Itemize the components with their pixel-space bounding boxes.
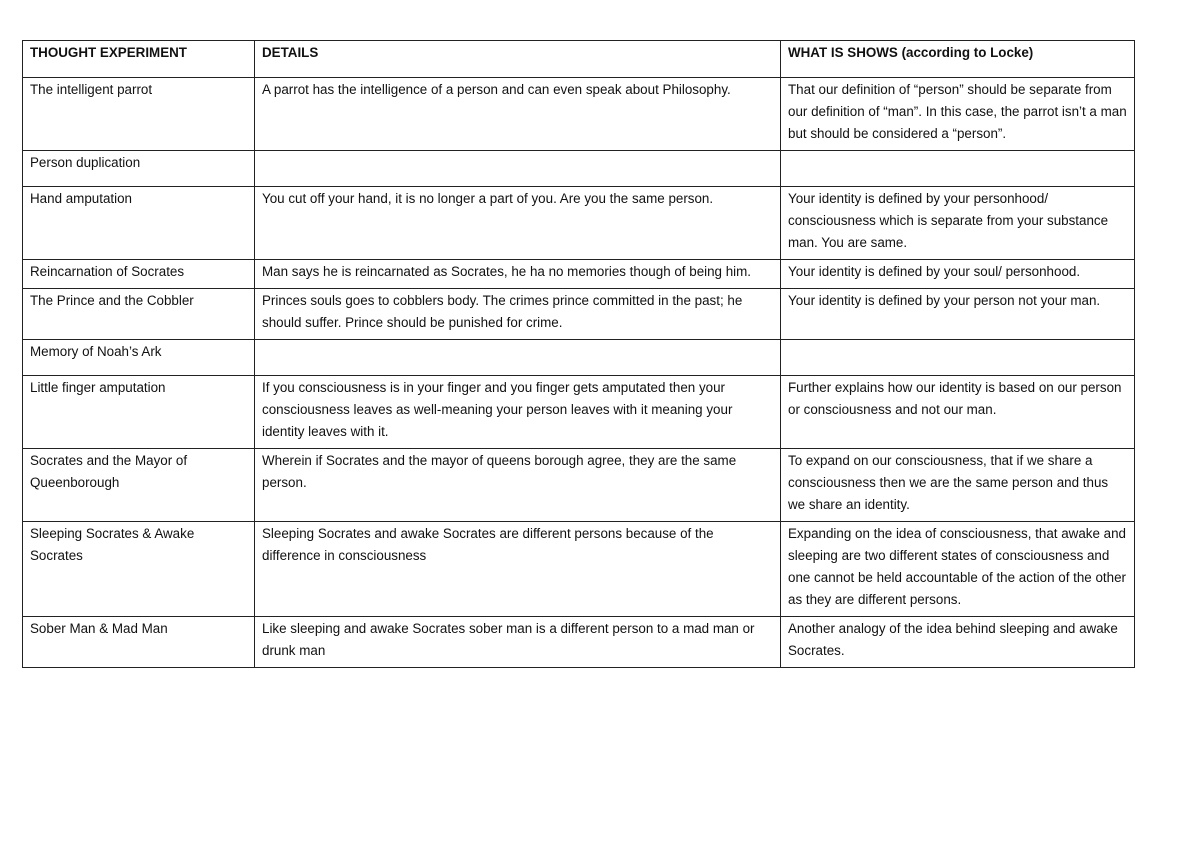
table-header bbox=[23, 41, 1135, 78]
table-row bbox=[23, 449, 1135, 522]
shows-cell: That our definition of “person” should be separate from our definition of “man”. In this case, the parrot isn’t a man but should be considered a “person”. bbox=[781, 78, 1135, 151]
details-cell bbox=[255, 151, 781, 187]
details-cell: Princes souls goes to cobblers body. The crimes prince committed in the past; he should suffer. Prince should be punished for crime. bbox=[255, 289, 781, 340]
shows-cell bbox=[781, 340, 1135, 376]
shows-cell: Further explains how our identity is based on our person or consciousness and not our man. bbox=[781, 376, 1135, 449]
table-row bbox=[23, 289, 1135, 340]
table-row bbox=[23, 617, 1135, 668]
table-row bbox=[23, 376, 1135, 449]
shows-cell: Your identity is defined by your personhood/ consciousness which is separate from your substance man. You are same. bbox=[781, 187, 1135, 260]
experiment-cell: Little finger amputation bbox=[23, 376, 255, 449]
experiment-cell: Memory of Noah’s Ark bbox=[23, 340, 255, 376]
shows-cell: Your identity is defined by your person not your man. bbox=[781, 289, 1135, 340]
shows-cell: Your identity is defined by your soul/ personhood. bbox=[781, 260, 1135, 289]
header-thought-experiment: THOUGHT EXPERIMENT bbox=[23, 41, 255, 78]
experiment-cell: Socrates and the Mayor of Queenborough bbox=[23, 449, 255, 522]
header-what-it-shows: WHAT IS SHOWS (according to Locke) bbox=[781, 41, 1135, 78]
details-cell: Wherein if Socrates and the mayor of queens borough agree, they are the same person. bbox=[255, 449, 781, 522]
details-cell: A parrot has the intelligence of a person and can even speak about Philosophy. bbox=[255, 78, 781, 151]
experiment-cell: The intelligent parrot bbox=[23, 78, 255, 151]
table-row bbox=[23, 78, 1135, 151]
details-cell bbox=[255, 340, 781, 376]
details-cell: Like sleeping and awake Socrates sober man is a different person to a mad man or drunk man bbox=[255, 617, 781, 668]
details-cell: If you consciousness is in your finger and you finger gets amputated then your consciousness leaves as well-meaning your person leaves with it meaning your identity leaves with it. bbox=[255, 376, 781, 449]
table-row bbox=[23, 260, 1135, 289]
header-details: DETAILS bbox=[255, 41, 781, 78]
shows-cell bbox=[781, 151, 1135, 187]
experiment-cell: Hand amputation bbox=[23, 187, 255, 260]
table-row bbox=[23, 522, 1135, 617]
table-body bbox=[23, 78, 1135, 668]
shows-cell: To expand on our consciousness, that if we share a consciousness then we are the same person and thus we share an identity. bbox=[781, 449, 1135, 522]
thought-experiment-table bbox=[22, 40, 1135, 668]
experiment-cell: The Prince and the Cobbler bbox=[23, 289, 255, 340]
experiment-cell: Person duplication bbox=[23, 151, 255, 187]
table-row bbox=[23, 340, 1135, 376]
table-row bbox=[23, 151, 1135, 187]
experiment-cell: Sober Man & Mad Man bbox=[23, 617, 255, 668]
experiment-cell: Reincarnation of Socrates bbox=[23, 260, 255, 289]
table-row bbox=[23, 187, 1135, 260]
details-cell: Man says he is reincarnated as Socrates, he ha no memories though of being him. bbox=[255, 260, 781, 289]
header-row bbox=[23, 41, 1135, 78]
details-cell: You cut off your hand, it is no longer a part of you. Are you the same person. bbox=[255, 187, 781, 260]
shows-cell: Another analogy of the idea behind sleeping and awake Socrates. bbox=[781, 617, 1135, 668]
experiment-cell: Sleeping Socrates & Awake Socrates bbox=[23, 522, 255, 617]
details-cell: Sleeping Socrates and awake Socrates are different persons because of the difference in consciousness bbox=[255, 522, 781, 617]
shows-cell: Expanding on the idea of consciousness, that awake and sleeping are two different states of consciousness and one cannot be held accountable of the action of the other as they are different persons. bbox=[781, 522, 1135, 617]
